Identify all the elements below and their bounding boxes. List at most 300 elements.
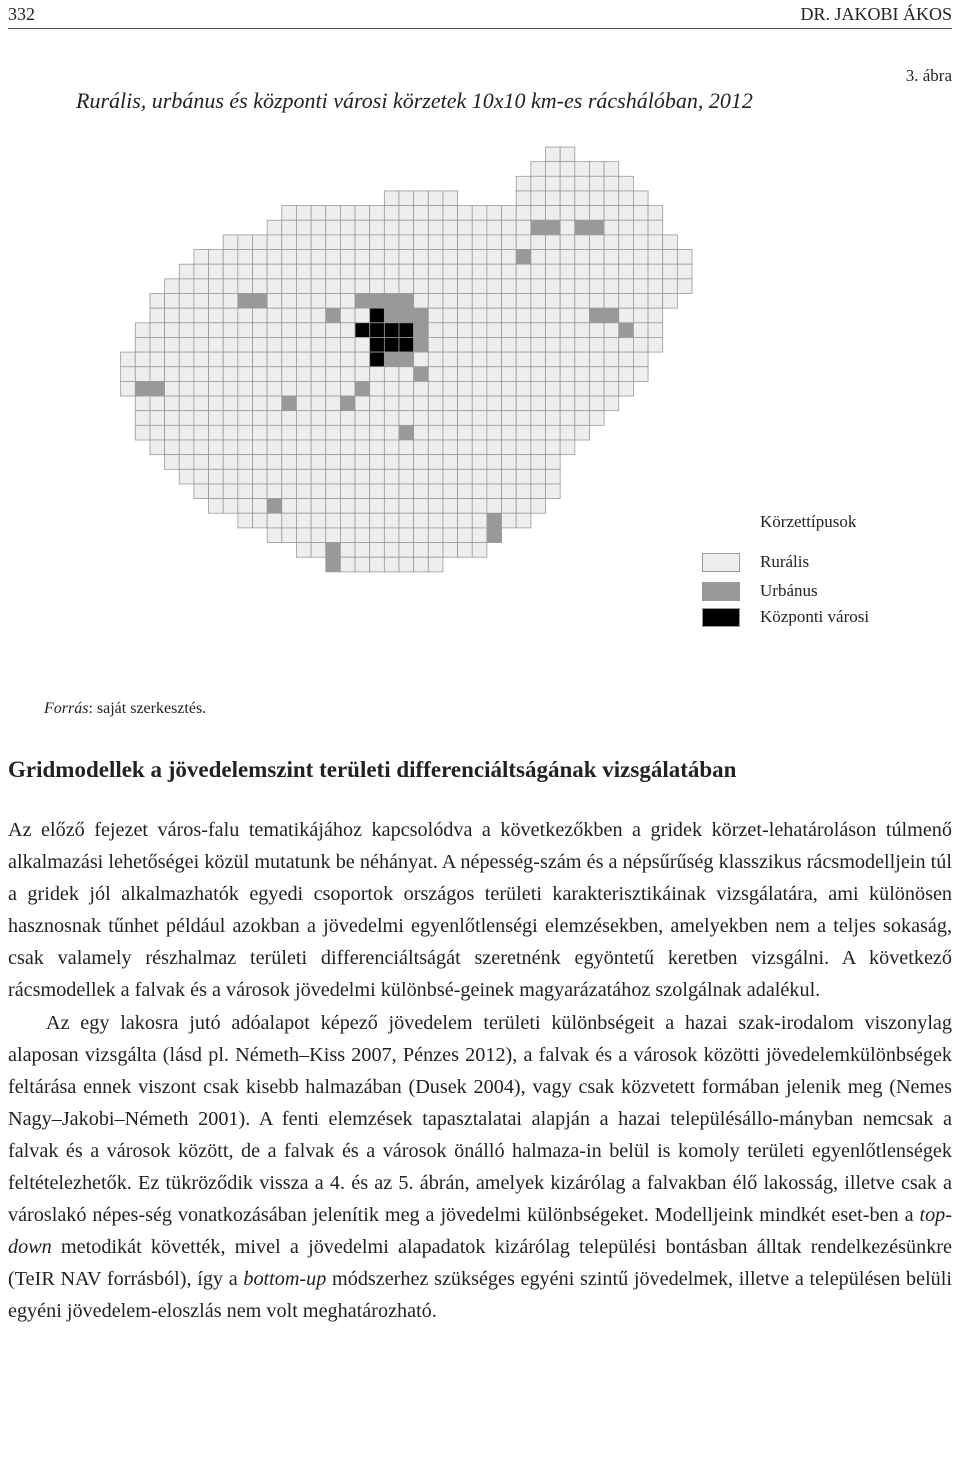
grid-cell-rural bbox=[326, 323, 341, 338]
grid-cell-rural bbox=[472, 469, 487, 484]
grid-cell-rural bbox=[546, 264, 561, 279]
grid-cell-rural bbox=[326, 440, 341, 455]
grid-cell-rural bbox=[370, 455, 385, 470]
grid-cell-central bbox=[384, 337, 399, 352]
grid-cell-rural bbox=[633, 279, 648, 294]
grid-cell-rural bbox=[165, 337, 180, 352]
grid-cell-rural bbox=[414, 557, 429, 572]
grid-cell-rural bbox=[384, 396, 399, 411]
grid-cell-rural bbox=[428, 381, 443, 396]
grid-cell-rural bbox=[384, 411, 399, 426]
grid-cell-rural bbox=[355, 499, 370, 514]
grid-cell-rural bbox=[443, 250, 458, 265]
grid-cell-rural bbox=[414, 543, 429, 558]
grid-cell-rural bbox=[340, 543, 355, 558]
grid-cell-rural bbox=[604, 367, 619, 382]
grid-cell-rural bbox=[589, 381, 604, 396]
grid-cell-central bbox=[370, 323, 385, 338]
grid-cell-rural bbox=[267, 235, 282, 250]
figure-number: 3. ábra bbox=[905, 66, 952, 85]
grid-cell-urban bbox=[355, 294, 370, 309]
grid-cell-rural bbox=[194, 279, 209, 294]
grid-cell-rural bbox=[311, 323, 326, 338]
grid-cell-rural bbox=[296, 367, 311, 382]
grid-cell-rural bbox=[414, 513, 429, 528]
grid-cell-rural bbox=[443, 543, 458, 558]
grid-cell-rural bbox=[355, 250, 370, 265]
grid-cell-rural bbox=[546, 176, 561, 191]
grid-cell-rural bbox=[502, 337, 517, 352]
grid-cell-rural bbox=[560, 250, 575, 265]
grid-cell-rural bbox=[355, 264, 370, 279]
grid-cell-urban bbox=[135, 381, 150, 396]
grid-cell-rural bbox=[414, 455, 429, 470]
grid-cell-rural bbox=[575, 381, 590, 396]
grid-cell-rural bbox=[487, 352, 502, 367]
grid-cell-rural bbox=[560, 352, 575, 367]
grid-cell-rural bbox=[560, 206, 575, 221]
grid-cell-rural bbox=[399, 543, 414, 558]
grid-cell-rural bbox=[487, 455, 502, 470]
grid-cell-rural bbox=[340, 455, 355, 470]
grid-cell-rural bbox=[311, 250, 326, 265]
grid-cell-rural bbox=[209, 367, 224, 382]
grid-cell-rural bbox=[135, 337, 150, 352]
grid-cell-rural bbox=[355, 528, 370, 543]
grid-cell-rural bbox=[428, 250, 443, 265]
grid-cell-rural bbox=[443, 381, 458, 396]
grid-cell-rural bbox=[502, 220, 517, 235]
grid-cell-rural bbox=[487, 308, 502, 323]
grid-cell-rural bbox=[458, 440, 473, 455]
grid-cell-rural bbox=[384, 264, 399, 279]
grid-cell-rural bbox=[253, 396, 268, 411]
grid-cell-rural bbox=[575, 308, 590, 323]
grid-cell-rural bbox=[619, 294, 634, 309]
grid-cell-rural bbox=[516, 425, 531, 440]
grid-cell-rural bbox=[428, 308, 443, 323]
grid-cell-rural bbox=[428, 543, 443, 558]
grid-cell-rural bbox=[604, 279, 619, 294]
grid-cell-rural bbox=[604, 162, 619, 177]
grid-cell-rural bbox=[560, 337, 575, 352]
grid-cell-rural bbox=[502, 440, 517, 455]
grid-cell-rural bbox=[502, 484, 517, 499]
body-text bbox=[8, 814, 952, 1328]
grid-cell-rural bbox=[135, 352, 150, 367]
grid-cell-rural bbox=[253, 264, 268, 279]
grid-cell-rural bbox=[546, 455, 561, 470]
grid-cell-rural bbox=[575, 279, 590, 294]
grid-cell-rural bbox=[546, 147, 561, 162]
grid-cell-rural bbox=[575, 176, 590, 191]
grid-cell-rural bbox=[223, 264, 238, 279]
grid-cell-rural bbox=[296, 440, 311, 455]
grid-cell-rural bbox=[443, 206, 458, 221]
grid-cell-rural bbox=[589, 323, 604, 338]
grid-cell-rural bbox=[384, 235, 399, 250]
grid-cell-rural bbox=[282, 294, 297, 309]
grid-cell-rural bbox=[487, 469, 502, 484]
grid-cell-rural bbox=[311, 220, 326, 235]
grid-cell-rural bbox=[560, 294, 575, 309]
grid-cell-rural bbox=[428, 469, 443, 484]
grid-cell-rural bbox=[355, 469, 370, 484]
grid-cell-rural bbox=[633, 250, 648, 265]
grid-cell-rural bbox=[648, 220, 663, 235]
grid-cell-rural bbox=[531, 396, 546, 411]
grid-cell-rural bbox=[282, 206, 297, 221]
grid-cell-rural bbox=[443, 323, 458, 338]
grid-cell-rural bbox=[223, 294, 238, 309]
grid-cell-rural bbox=[472, 499, 487, 514]
grid-cell-rural bbox=[267, 396, 282, 411]
text-run: metodikát követték, mivel a jövedelmi alapadatok kizárólag települési bontásban álltak rendelkezésünkre (TeIR NAV forrásból), így a bbox=[8, 1236, 952, 1291]
grid-cell-rural bbox=[296, 499, 311, 514]
grid-cell-rural bbox=[150, 425, 165, 440]
grid-cell-rural bbox=[209, 323, 224, 338]
grid-cell-rural bbox=[223, 455, 238, 470]
grid-cell-rural bbox=[428, 206, 443, 221]
grid-cell-rural bbox=[267, 513, 282, 528]
grid-cell-rural bbox=[516, 367, 531, 382]
grid-cell-rural bbox=[472, 323, 487, 338]
grid-cell-rural bbox=[428, 352, 443, 367]
grid-cell-rural bbox=[458, 294, 473, 309]
legend-swatch-central bbox=[702, 608, 740, 627]
grid-cell-rural bbox=[150, 337, 165, 352]
grid-cell-rural bbox=[604, 220, 619, 235]
grid-cell-rural bbox=[355, 308, 370, 323]
grid-cell-rural bbox=[516, 294, 531, 309]
grid-cell-rural bbox=[267, 484, 282, 499]
grid-cell-rural bbox=[253, 279, 268, 294]
grid-cell-rural bbox=[311, 206, 326, 221]
grid-cell-rural bbox=[472, 513, 487, 528]
grid-cell-rural bbox=[194, 425, 209, 440]
grid-cell-rural bbox=[223, 381, 238, 396]
grid-cell-rural bbox=[399, 250, 414, 265]
grid-cell-rural bbox=[355, 455, 370, 470]
grid-cell-rural bbox=[589, 264, 604, 279]
grid-cell-rural bbox=[384, 279, 399, 294]
grid-cell-rural bbox=[458, 367, 473, 382]
grid-cell-urban bbox=[487, 513, 502, 528]
grid-cell-rural bbox=[282, 513, 297, 528]
grid-cell-rural bbox=[633, 206, 648, 221]
grid-cell-rural bbox=[282, 279, 297, 294]
grid-cell-rural bbox=[458, 352, 473, 367]
grid-cell-rural bbox=[311, 396, 326, 411]
grid-cell-rural bbox=[663, 264, 678, 279]
grid-cell-rural bbox=[209, 250, 224, 265]
grid-cell-rural bbox=[560, 323, 575, 338]
grid-cell-rural bbox=[443, 528, 458, 543]
grid-cell-rural bbox=[443, 220, 458, 235]
grid-cell-rural bbox=[487, 220, 502, 235]
grid-cell-rural bbox=[546, 308, 561, 323]
grid-cell-rural bbox=[282, 440, 297, 455]
grid-cell-rural bbox=[355, 411, 370, 426]
grid-cell-rural bbox=[238, 381, 253, 396]
grid-cell-rural bbox=[267, 469, 282, 484]
grid-cell-rural bbox=[370, 206, 385, 221]
grid-cell-rural bbox=[487, 381, 502, 396]
grid-cell-rural bbox=[472, 308, 487, 323]
grid-cell-rural bbox=[282, 469, 297, 484]
grid-cell-rural bbox=[238, 484, 253, 499]
grid-cell-rural bbox=[384, 250, 399, 265]
grid-cell-rural bbox=[428, 484, 443, 499]
grid-cell-urban bbox=[399, 352, 414, 367]
grid-cell-rural bbox=[209, 455, 224, 470]
grid-cell-rural bbox=[282, 484, 297, 499]
grid-cell-rural bbox=[648, 323, 663, 338]
grid-cell-rural bbox=[502, 499, 517, 514]
grid-cell-rural bbox=[516, 484, 531, 499]
legend-swatch-urban bbox=[702, 582, 740, 601]
grid-cell-rural bbox=[663, 279, 678, 294]
grid-cell-rural bbox=[267, 264, 282, 279]
grid-cell-rural bbox=[560, 264, 575, 279]
text-run: Az előző fejezet város-falu tematikájához kapcsolódva a következőkben a gridek körzet-lehatároláson túlmenő alkalmazási lehetőségei közül mutatunk be néhányat. A népesség-szám és a népsűrűség klasszikus rácsmodelljein túl a gridek jól alkalmazhatók egyedi csoportok országos területi karakterisztikáinak vizsgálatára, ami különösen hasznosnak tűnhet például azokban a jövedelmi egyenlőtlenségi elemzésekben, amelyekben nem a teljes sokaság, csak valamely részhalmaz területi differenciáltságát szeretnénk egyöntetű keretben vizsgálni. A következő rácsmodellek a falvak és a városok jövedelmi különbsé-geinek magyarázatához szolgálnak adalékul. bbox=[8, 819, 952, 1002]
grid-cell-rural bbox=[340, 337, 355, 352]
grid-cell-rural bbox=[428, 220, 443, 235]
grid-cell-urban bbox=[267, 499, 282, 514]
grid-cell-rural bbox=[619, 176, 634, 191]
grid-cell-rural bbox=[209, 499, 224, 514]
grid-cell-rural bbox=[223, 469, 238, 484]
grid-cell-rural bbox=[150, 396, 165, 411]
grid-cell-rural bbox=[267, 279, 282, 294]
grid-cell-rural bbox=[472, 279, 487, 294]
grid-cell-rural bbox=[531, 235, 546, 250]
grid-cell-rural bbox=[282, 250, 297, 265]
grid-cell-rural bbox=[677, 250, 692, 265]
grid-cell-rural bbox=[340, 264, 355, 279]
grid-cell-rural bbox=[296, 337, 311, 352]
grid-cell-rural bbox=[516, 396, 531, 411]
grid-cell-rural bbox=[502, 381, 517, 396]
grid-cell-rural bbox=[633, 264, 648, 279]
grid-cell-rural bbox=[253, 323, 268, 338]
grid-cell-rural bbox=[311, 294, 326, 309]
grid-cell-rural bbox=[355, 235, 370, 250]
grid-cell-rural bbox=[472, 367, 487, 382]
grid-cell-rural bbox=[487, 367, 502, 382]
grid-cell-urban bbox=[238, 294, 253, 309]
grid-cell-rural bbox=[296, 323, 311, 338]
grid-cell-rural bbox=[296, 352, 311, 367]
grid-cell-rural bbox=[414, 294, 429, 309]
grid-cell-rural bbox=[443, 499, 458, 514]
grid-cell-rural bbox=[575, 396, 590, 411]
grid-cell-rural bbox=[443, 440, 458, 455]
grid-cell-rural bbox=[472, 455, 487, 470]
grid-cell-rural bbox=[399, 206, 414, 221]
grid-cell-rural bbox=[340, 484, 355, 499]
grid-cell-rural bbox=[399, 513, 414, 528]
grid-cell-rural bbox=[326, 264, 341, 279]
grid-cell-rural bbox=[370, 499, 385, 514]
grid-cell-rural bbox=[267, 455, 282, 470]
grid-cell-rural bbox=[296, 206, 311, 221]
grid-cell-rural bbox=[502, 308, 517, 323]
grid-cell-rural bbox=[443, 484, 458, 499]
grid-cell-rural bbox=[546, 381, 561, 396]
grid-cell-rural bbox=[546, 440, 561, 455]
grid-cell-rural bbox=[546, 235, 561, 250]
grid-cell-rural bbox=[296, 294, 311, 309]
grid-cell-rural bbox=[458, 206, 473, 221]
grid-cell-rural bbox=[502, 425, 517, 440]
grid-cell-rural bbox=[238, 308, 253, 323]
grid-cell-rural bbox=[340, 220, 355, 235]
grid-cell-rural bbox=[282, 528, 297, 543]
grid-cell-rural bbox=[516, 513, 531, 528]
grid-cell-rural bbox=[326, 484, 341, 499]
grid-cell-rural bbox=[355, 220, 370, 235]
grid-cell-rural bbox=[531, 162, 546, 177]
legend-label-central: Központi városi bbox=[760, 607, 870, 626]
legend-title: Körzettípusok bbox=[760, 512, 857, 531]
grid-cell-rural bbox=[589, 352, 604, 367]
grid-cell-rural bbox=[384, 206, 399, 221]
grid-cell-rural bbox=[531, 191, 546, 206]
grid-cell-rural bbox=[238, 411, 253, 426]
grid-cell-rural bbox=[619, 308, 634, 323]
grid-cell-rural bbox=[121, 352, 136, 367]
grid-cell-rural bbox=[326, 337, 341, 352]
grid-cell-rural bbox=[179, 440, 194, 455]
grid-cell-central bbox=[355, 323, 370, 338]
grid-cell-rural bbox=[633, 367, 648, 382]
grid-cell-rural bbox=[399, 557, 414, 572]
grid-cell-rural bbox=[589, 411, 604, 426]
paragraph-1 bbox=[8, 814, 952, 1007]
grid-cell-rural bbox=[311, 440, 326, 455]
grid-cell-rural bbox=[165, 455, 180, 470]
grid-cell-rural bbox=[648, 279, 663, 294]
grid-cell-rural bbox=[253, 308, 268, 323]
grid-cell-rural bbox=[472, 528, 487, 543]
grid-cell-rural bbox=[633, 308, 648, 323]
grid-cell-rural bbox=[135, 323, 150, 338]
grid-cell-rural bbox=[589, 250, 604, 265]
grid-cell-urban bbox=[589, 220, 604, 235]
grid-cell-rural bbox=[458, 469, 473, 484]
grid-cell-rural bbox=[472, 411, 487, 426]
grid-cell-rural bbox=[414, 220, 429, 235]
grid-cell-rural bbox=[209, 440, 224, 455]
grid-cell-rural bbox=[194, 367, 209, 382]
grid-cell-rural bbox=[179, 367, 194, 382]
grid-cell-rural bbox=[589, 294, 604, 309]
grid-cell-rural bbox=[560, 381, 575, 396]
grid-cell-rural bbox=[472, 396, 487, 411]
grid-cell-rural bbox=[604, 176, 619, 191]
grid-cell-rural bbox=[414, 411, 429, 426]
grid-cell-rural bbox=[516, 455, 531, 470]
grid-cell-rural bbox=[165, 308, 180, 323]
grid-cell-rural bbox=[604, 352, 619, 367]
grid-cell-rural bbox=[604, 381, 619, 396]
grid-cell-rural bbox=[472, 440, 487, 455]
grid-cell-rural bbox=[502, 367, 517, 382]
grid-cell-rural bbox=[296, 469, 311, 484]
grid-cell-rural bbox=[575, 294, 590, 309]
grid-cell-rural bbox=[194, 352, 209, 367]
grid-cell-rural bbox=[604, 235, 619, 250]
grid-cell-rural bbox=[428, 323, 443, 338]
grid-cell-rural bbox=[458, 396, 473, 411]
grid-cell-rural bbox=[282, 455, 297, 470]
grid-cell-rural bbox=[165, 425, 180, 440]
grid-cell-rural bbox=[531, 337, 546, 352]
grid-cell-rural bbox=[546, 162, 561, 177]
grid-cell-rural bbox=[531, 206, 546, 221]
grid-cell-rural bbox=[428, 337, 443, 352]
grid-cell-rural bbox=[238, 396, 253, 411]
grid-cell-rural bbox=[458, 543, 473, 558]
grid-cell-rural bbox=[546, 367, 561, 382]
grid-cell-rural bbox=[253, 499, 268, 514]
grid-cell-rural bbox=[472, 337, 487, 352]
grid-cell-rural bbox=[575, 235, 590, 250]
grid-cell-rural bbox=[238, 513, 253, 528]
grid-cell-rural bbox=[150, 352, 165, 367]
grid-cell-rural bbox=[194, 294, 209, 309]
grid-cell-rural bbox=[443, 367, 458, 382]
legend-label-rural: Rurális bbox=[760, 552, 810, 571]
grid-cell-rural bbox=[384, 469, 399, 484]
grid-cell-rural bbox=[546, 323, 561, 338]
grid-cell-rural bbox=[487, 279, 502, 294]
grid-cell-rural bbox=[311, 425, 326, 440]
grid-cell-rural bbox=[589, 279, 604, 294]
grid-cell-rural bbox=[428, 191, 443, 206]
grid-cell-rural bbox=[472, 352, 487, 367]
grid-cell-rural bbox=[414, 440, 429, 455]
grid-cell-rural bbox=[443, 191, 458, 206]
grid-cell-rural bbox=[223, 308, 238, 323]
grid-cell-rural bbox=[370, 220, 385, 235]
grid-cell-rural bbox=[399, 484, 414, 499]
grid-cell-rural bbox=[253, 250, 268, 265]
grid-cell-urban bbox=[326, 557, 341, 572]
grid-cell-rural bbox=[516, 411, 531, 426]
grid-cell-rural bbox=[516, 191, 531, 206]
grid-cell-rural bbox=[340, 499, 355, 514]
grid-cell-rural bbox=[589, 396, 604, 411]
grid-cell-rural bbox=[209, 352, 224, 367]
grid-cell-rural bbox=[575, 191, 590, 206]
grid-cell-rural bbox=[531, 440, 546, 455]
grid-cell-rural bbox=[575, 337, 590, 352]
grid-cell-rural bbox=[355, 543, 370, 558]
running-author: DR. JAKOBI ÁKOS bbox=[800, 4, 952, 24]
grid-cell-rural bbox=[253, 513, 268, 528]
grid-cell-rural bbox=[238, 235, 253, 250]
grid-cell-rural bbox=[502, 294, 517, 309]
grid-cell-rural bbox=[384, 543, 399, 558]
grid-cell-urban bbox=[150, 381, 165, 396]
grid-cell-rural bbox=[384, 220, 399, 235]
grid-cell-rural bbox=[267, 337, 282, 352]
grid-cell-rural bbox=[414, 250, 429, 265]
grid-cell-rural bbox=[326, 250, 341, 265]
grid-cell-rural bbox=[355, 352, 370, 367]
